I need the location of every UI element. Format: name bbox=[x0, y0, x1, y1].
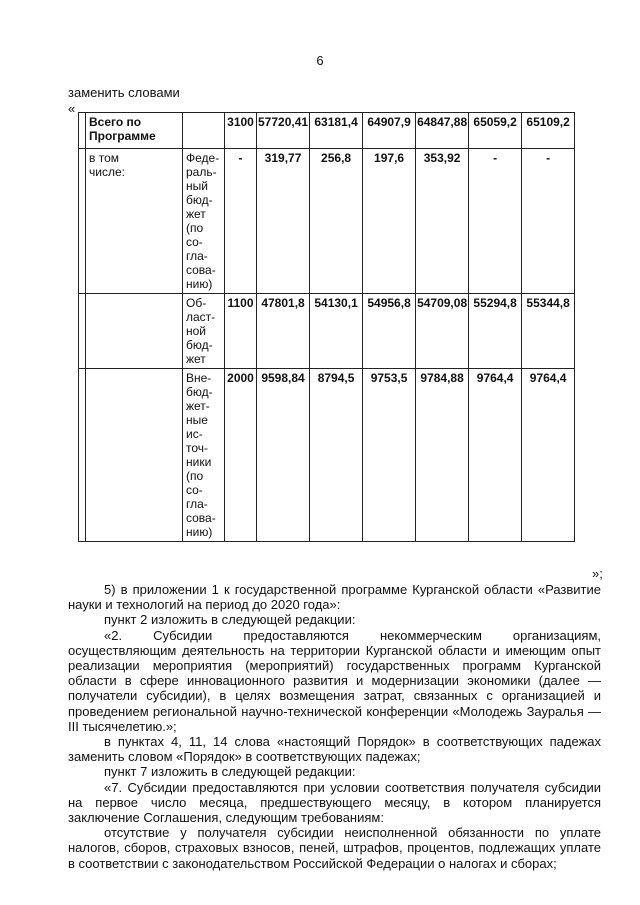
table-cell bbox=[79, 294, 86, 369]
table-cell bbox=[86, 369, 183, 542]
table-cell: 47801,8 bbox=[257, 294, 310, 369]
table-cell: 65109,2 bbox=[522, 113, 575, 149]
row-label-including: в том числе: bbox=[86, 149, 183, 294]
paragraph: «7. Субсидии предоставляются при условии соответствия получателя субсидии на первое число месяца, предшествующего месяцу, в котором планируется заключение Соглашения, следующим требованиям: bbox=[68, 779, 601, 826]
table-cell: 65059,2 bbox=[469, 113, 522, 149]
table-cell bbox=[183, 113, 225, 149]
table-cell: - bbox=[469, 149, 522, 294]
paragraph: пункт 7 изложить в следующей редакции: bbox=[104, 764, 356, 780]
table-cell: 54956,8 bbox=[363, 294, 416, 369]
table-row bbox=[79, 369, 575, 542]
table-cell: 8794,5 bbox=[310, 369, 363, 542]
body-text bbox=[68, 582, 601, 871]
table-cell: 63181,4 bbox=[310, 113, 363, 149]
table-cell: 256,8 bbox=[310, 149, 363, 294]
opening-quote: « bbox=[68, 101, 76, 116]
table-cell: 1100 bbox=[225, 294, 257, 369]
row-label-total: Всего по Программе bbox=[86, 113, 183, 149]
table-cell bbox=[79, 149, 86, 294]
table-cell: - bbox=[225, 149, 257, 294]
closing-quote: »; bbox=[592, 566, 603, 581]
table-cell: 54709,08 bbox=[416, 294, 469, 369]
table-cell: - bbox=[522, 149, 575, 294]
table-cell: 9753,5 bbox=[363, 369, 416, 542]
source-federal: Феде- раль- ный бюд- жет (по со- гла- сова- нию) bbox=[183, 149, 225, 294]
intro-text: заменить словами bbox=[68, 85, 180, 100]
paragraph: «2. Субсидии предоставляются некоммерческим организациям, осуществляющим деятельность на территории Курганской области и имеющим опыт реализации мероприятия (мероприятий) государственных программ Курганской области в сфере инновационного развития и модернизации экономики (далее — получатели субсидии), в целях возмещения затрат, связанных с организацией и проведением региональной научно-технической конференции «Молодежь Зауралья — III тысячелетию.»; bbox=[68, 627, 601, 734]
table-row bbox=[79, 294, 575, 369]
table-cell: 319,77 bbox=[257, 149, 310, 294]
table-cell: 353,92 bbox=[416, 149, 469, 294]
table-cell: 55344,8 bbox=[522, 294, 575, 369]
paragraph: отсутствие у получателя субсидии неисполненной обязанности по уплате налогов, сборов, страховых взносов, пеней, штрафов, процентов, подлежащих уплате в соответствии с законодательством Российской Федерации о налогах и сборах; bbox=[68, 825, 601, 871]
page-number: 6 bbox=[316, 53, 324, 68]
table-cell: 9784,88 bbox=[416, 369, 469, 542]
table-cell: 57720,41 bbox=[257, 113, 310, 149]
paragraph: пункт 2 изложить в следующей редакции: bbox=[104, 612, 356, 628]
table-cell: 9764,4 bbox=[469, 369, 522, 542]
table-cell: 197,6 bbox=[363, 149, 416, 294]
paragraph: в пунктах 4, 11, 14 слова «настоящий Порядок» в соответствующих падежах заменить словом «Порядок» в соответствующих падежах; bbox=[68, 734, 601, 765]
table-cell: 64847,88 bbox=[416, 113, 469, 149]
table-cell: 3100 bbox=[225, 113, 257, 149]
table-cell bbox=[79, 113, 86, 149]
table-cell: 2000 bbox=[225, 369, 257, 542]
budget-table bbox=[78, 112, 575, 542]
table-cell: 54130,1 bbox=[310, 294, 363, 369]
table-cell bbox=[86, 294, 183, 369]
table-row bbox=[79, 113, 575, 149]
table-cell bbox=[79, 369, 86, 542]
table-cell: 9598,84 bbox=[257, 369, 310, 542]
source-regional: Об- ласт- ной бюд- жет bbox=[183, 294, 225, 369]
table-cell: 9764,4 bbox=[522, 369, 575, 542]
table-cell: 64907,9 bbox=[363, 113, 416, 149]
table-row bbox=[79, 149, 575, 294]
table-cell: 55294,8 bbox=[469, 294, 522, 369]
source-extrabudgetary: Вне- бюд- жет- ные ис- точ- ники (по со- гла- сова- нию) bbox=[183, 369, 225, 542]
paragraph: 5) в приложении 1 к государственной программе Курганской области «Развитие науки и технологий на период до 2020 года»: bbox=[68, 582, 601, 613]
